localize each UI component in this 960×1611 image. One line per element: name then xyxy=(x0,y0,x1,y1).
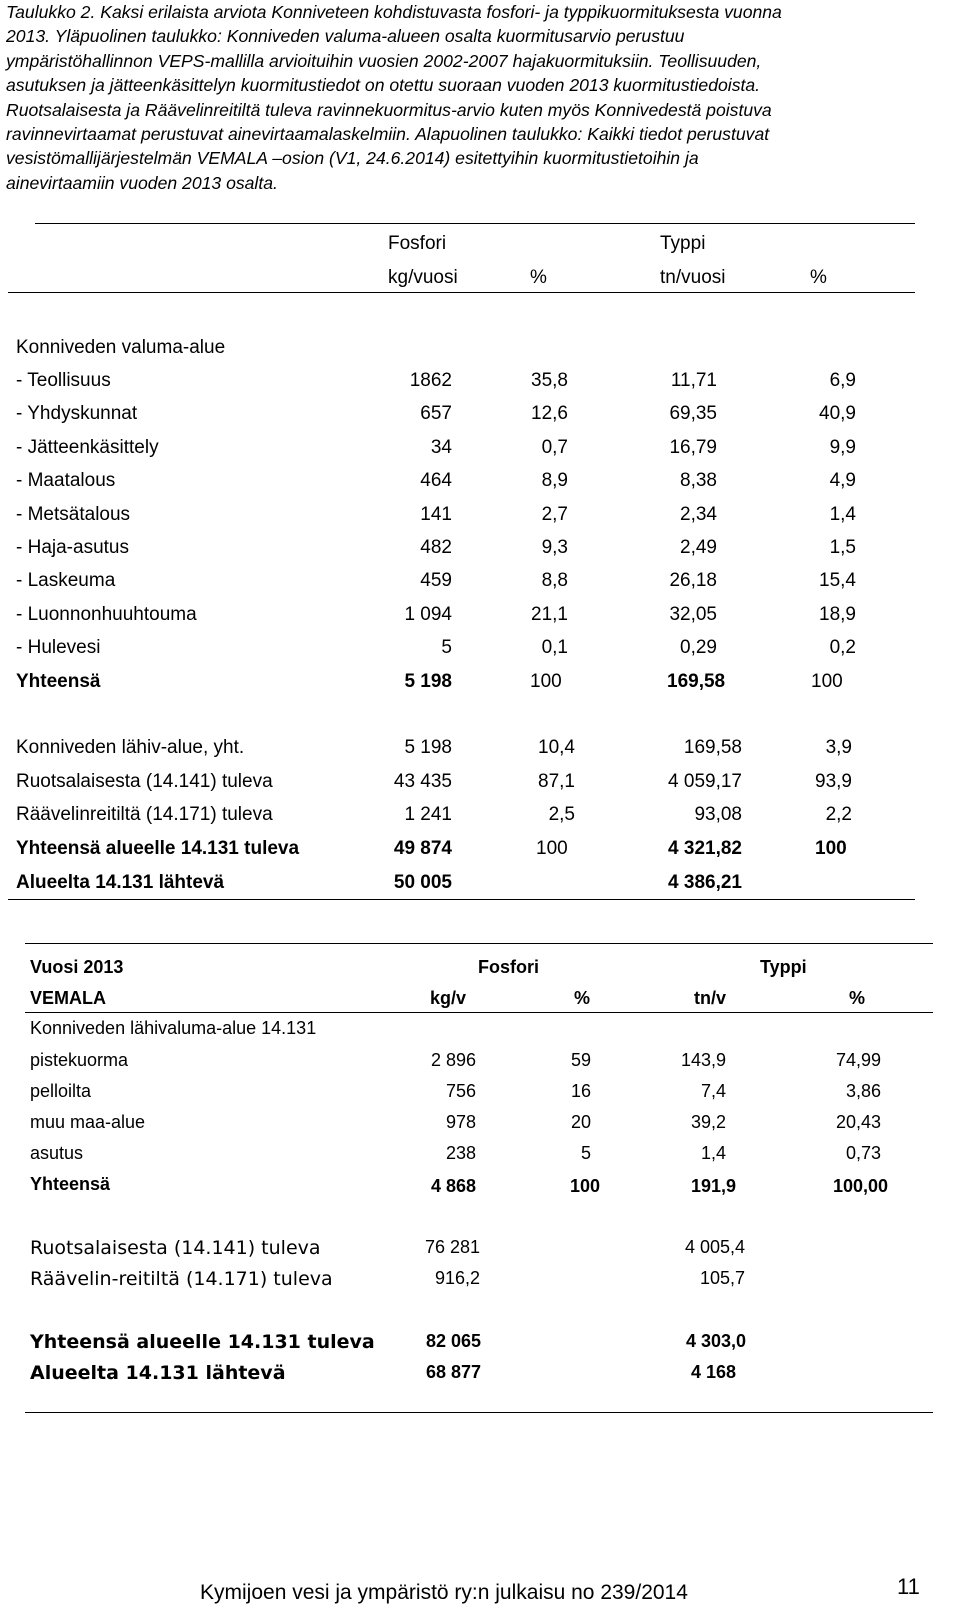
caption-line: ympäristöhallinnon VEPS-mallilla arvioituihin vuosien 2002-2007 hajakuormituksiin. Teollisuuden, xyxy=(6,50,762,71)
table-caption xyxy=(6,0,954,195)
nitrogen-percent: 2,2 xyxy=(825,804,852,825)
nitrogen-percent: 9,9 xyxy=(829,437,856,458)
caption-line: ainevirtaamiin vuoden 2013 osalta. xyxy=(6,172,278,193)
row-label: Konniveden lähiv-alue, yht. xyxy=(16,737,245,758)
phosphorus-value: 5 198 xyxy=(404,737,452,758)
header-typpi: Typpi xyxy=(760,957,807,977)
caption-line: vesistömallijärjestelmän VEMALA –osion (V1, 24.6.2014) esitettyihin kuormitustietoihin ja xyxy=(6,148,699,169)
header-vemala: VEMALA xyxy=(30,988,106,1008)
page-number: 11 xyxy=(897,1574,920,1599)
phosphorus-value: 482 xyxy=(420,537,452,558)
nitrogen-percent: 1,5 xyxy=(829,537,856,558)
divider xyxy=(25,1412,933,1413)
nitrogen-value: 11,71 xyxy=(670,370,717,391)
nitrogen-percent: 18,9 xyxy=(819,604,856,625)
total-label: Yhteensä xyxy=(16,671,101,692)
nitrogen-value: 16,79 xyxy=(669,437,717,458)
nitrogen-percent: 3,9 xyxy=(825,737,852,758)
phosphorus-value: 141 xyxy=(420,504,452,525)
phosphorus-value: 756 xyxy=(445,1081,476,1101)
row-label: - Haja-asutus xyxy=(16,537,129,558)
phosphorus-percent: 59 xyxy=(570,1050,591,1070)
row-label: - Yhdyskunnat xyxy=(16,403,138,424)
row-label: - Laskeuma xyxy=(16,570,116,591)
phosphorus-value: 1862 xyxy=(409,370,452,391)
section-title: Konniveden valuma-alue xyxy=(16,337,226,358)
nitrogen-value: 26,18 xyxy=(669,570,717,591)
nitrogen-percent: 40,9 xyxy=(819,403,856,424)
phosphorus-percent: 0,7 xyxy=(541,437,568,458)
phosphorus-value: 464 xyxy=(420,470,452,491)
nitrogen-value: 169,58 xyxy=(683,737,742,758)
divider xyxy=(25,1012,933,1013)
header-unit-phosphorus: kg/v xyxy=(430,988,467,1008)
row-label: - Luonnonhuuhtouma xyxy=(16,604,197,625)
phosphorus-percent: 9,3 xyxy=(541,537,568,558)
row-label: Räävelinreitiltä (14.171) tuleva xyxy=(16,804,273,825)
nitrogen-percent: 0,73 xyxy=(845,1143,881,1163)
row-label: asutus xyxy=(30,1143,84,1163)
phosphorus-value: 978 xyxy=(445,1112,476,1132)
phosphorus-percent: 8,9 xyxy=(541,470,568,491)
phosphorus-percent: 0,1 xyxy=(541,637,568,658)
header-fosfori: Fosfori xyxy=(388,233,447,254)
nitrogen-value: 1,4 xyxy=(700,1143,726,1163)
phosphorus-value: 5 xyxy=(441,637,452,658)
divider xyxy=(25,943,933,944)
total-phosphorus: 4 868 xyxy=(430,1176,476,1196)
phosphorus-percent: 8,8 xyxy=(541,570,568,591)
incoming-total-label: Yhteensä alueelle 14.131 tuleva xyxy=(16,838,300,859)
phosphorus-percent: 10,4 xyxy=(538,737,575,758)
phosphorus-value: 1 094 xyxy=(404,604,452,625)
nitrogen-value: 4 005,4 xyxy=(684,1237,745,1257)
total-nitrogen: 191,9 xyxy=(690,1176,736,1196)
total-phosphorus-percent: 100 xyxy=(530,671,562,692)
phosphorus-value: 459 xyxy=(420,570,452,591)
nitrogen-value: 2,34 xyxy=(680,504,717,525)
nitrogen-percent: 1,4 xyxy=(829,504,856,525)
nitrogen-value: 69,35 xyxy=(669,403,717,424)
publication-name: Kymijoen vesi ja ympäristö ry:n julkaisu no 239/2014 xyxy=(200,1581,688,1604)
caption-line: Taulukko 2. Kaksi erilaista arviota Konniveteen kohdistuvasta fosfori- ja typpikuormituksesta vuonna xyxy=(6,2,782,22)
nitrogen-percent: 3,86 xyxy=(845,1081,881,1101)
nitrogen-percent: 93,9 xyxy=(815,771,852,792)
header-unit-phosphorus: kg/vuosi xyxy=(388,267,458,288)
phosphorus-percent: 20 xyxy=(570,1112,591,1132)
row-label: Räävelin-reitiltä (14.171) tuleva xyxy=(30,1268,333,1290)
phosphorus-value: 2 896 xyxy=(430,1050,476,1070)
section-title: Konniveden lähivaluma-alue 14.131 xyxy=(30,1018,317,1038)
phosphorus-value: 34 xyxy=(430,437,452,458)
phosphorus-value: 916,2 xyxy=(434,1268,480,1288)
incoming-nitrogen: 4 303,0 xyxy=(685,1331,746,1351)
phosphorus-percent: 2,5 xyxy=(548,804,575,825)
row-label: pistekuorma xyxy=(30,1050,129,1070)
row-label: - Maatalous xyxy=(16,470,116,491)
header-fosfori: Fosfori xyxy=(478,957,539,977)
caption-line: asutuksen ja jätteenkäsittelyn kuormitustiedot on otettu suoraan vuoden 2013 kuormitustiedoista. xyxy=(6,75,761,96)
outgoing-nitrogen: 4 168 xyxy=(690,1362,736,1382)
total-label: Yhteensä xyxy=(30,1174,111,1194)
header-percent-phosphorus: % xyxy=(530,267,547,288)
nitrogen-value: 7,4 xyxy=(700,1081,726,1101)
outgoing-total-label: Alueelta 14.131 lähtevä xyxy=(30,1362,286,1384)
nitrogen-value: 8,38 xyxy=(680,470,717,491)
nitrogen-percent: 15,4 xyxy=(819,570,856,591)
total-nitrogen-percent: 100,00 xyxy=(832,1176,888,1196)
row-label: - Hulevesi xyxy=(16,637,101,658)
divider xyxy=(8,292,915,293)
row-label: Ruotsalaisesta (14.141) tuleva xyxy=(16,771,273,792)
incoming-phosphorus-percent: 100 xyxy=(536,838,568,859)
divider xyxy=(35,223,915,224)
incoming-phosphorus: 82 065 xyxy=(425,1331,481,1351)
nitrogen-percent: 74,99 xyxy=(835,1050,881,1070)
caption-line: ravinnevirtaamat perustuvat ainevirtaamalaskelmiin. Alapuolinen taulukko: Kaikki tiedot perustuvat xyxy=(6,124,770,145)
caption-line: 2013. Yläpuolinen taulukko: Konniveden valuma-alueen osalta kuormitusarvio perustuu xyxy=(6,26,685,47)
nitrogen-value: 4 059,17 xyxy=(668,771,742,792)
header-unit-nitrogen: tn/v xyxy=(694,988,727,1008)
incoming-nitrogen-percent: 100 xyxy=(815,838,847,859)
header-percent-nitrogen: % xyxy=(849,988,866,1008)
nitrogen-percent: 20,43 xyxy=(835,1112,881,1132)
phosphorus-percent: 5 xyxy=(580,1143,591,1163)
nitrogen-value: 143,9 xyxy=(680,1050,726,1070)
phosphorus-percent: 16 xyxy=(570,1081,591,1101)
incoming-total-label: Yhteensä alueelle 14.131 tuleva xyxy=(30,1331,375,1353)
outgoing-nitrogen: 4 386,21 xyxy=(668,872,742,893)
phosphorus-percent: 21,1 xyxy=(531,604,568,625)
row-label: - Metsätalous xyxy=(16,504,131,525)
phosphorus-percent: 35,8 xyxy=(531,370,568,391)
total-phosphorus: 5 198 xyxy=(404,671,452,692)
nitrogen-percent: 6,9 xyxy=(829,370,856,391)
incoming-phosphorus: 49 874 xyxy=(393,838,452,859)
phosphorus-value: 1 241 xyxy=(404,804,452,825)
row-label: - Teollisuus xyxy=(16,370,111,391)
header-percent-nitrogen: % xyxy=(810,267,827,288)
row-label: pelloilta xyxy=(30,1081,92,1101)
phosphorus-value: 43 435 xyxy=(393,771,452,792)
phosphorus-percent: 2,7 xyxy=(541,504,568,525)
nitrogen-value: 2,49 xyxy=(680,537,717,558)
total-phosphorus-percent: 100 xyxy=(569,1176,600,1196)
row-label: muu maa-alue xyxy=(30,1112,146,1132)
phosphorus-value: 238 xyxy=(445,1143,476,1163)
nitrogen-value: 39,2 xyxy=(690,1112,726,1132)
phosphorus-value: 657 xyxy=(420,403,452,424)
row-label: Ruotsalaisesta (14.141) tuleva xyxy=(30,1237,321,1259)
nitrogen-value: 32,05 xyxy=(669,604,717,625)
nitrogen-percent: 0,2 xyxy=(829,637,856,658)
nitrogen-value: 93,08 xyxy=(694,804,742,825)
divider xyxy=(8,899,915,900)
nitrogen-percent: 4,9 xyxy=(829,470,856,491)
total-nitrogen: 169,58 xyxy=(667,671,726,692)
nitrogen-value: 0,29 xyxy=(680,637,717,658)
outgoing-total-label: Alueelta 14.131 lähtevä xyxy=(16,872,225,893)
header-unit-nitrogen: tn/vuosi xyxy=(660,267,726,288)
nitrogen-value: 105,7 xyxy=(699,1268,745,1288)
caption-line: Ruotsalaisesta ja Räävelinreitiltä tuleva ravinnekuormitus-arvio kuten myös Konnivedestä poistuva xyxy=(6,99,772,120)
phosphorus-percent: 87,1 xyxy=(538,771,575,792)
outgoing-phosphorus: 50 005 xyxy=(393,872,452,893)
phosphorus-value: 76 281 xyxy=(424,1237,480,1257)
phosphorus-percent: 12,6 xyxy=(531,403,568,424)
total-nitrogen-percent: 100 xyxy=(811,671,843,692)
header-percent-phosphorus: % xyxy=(574,988,591,1008)
header-year: Vuosi 2013 xyxy=(30,957,124,977)
header-typpi: Typpi xyxy=(660,233,706,254)
incoming-nitrogen: 4 321,82 xyxy=(668,838,742,859)
outgoing-phosphorus: 68 877 xyxy=(425,1362,481,1382)
row-label: - Jätteenkäsittely xyxy=(16,437,159,458)
